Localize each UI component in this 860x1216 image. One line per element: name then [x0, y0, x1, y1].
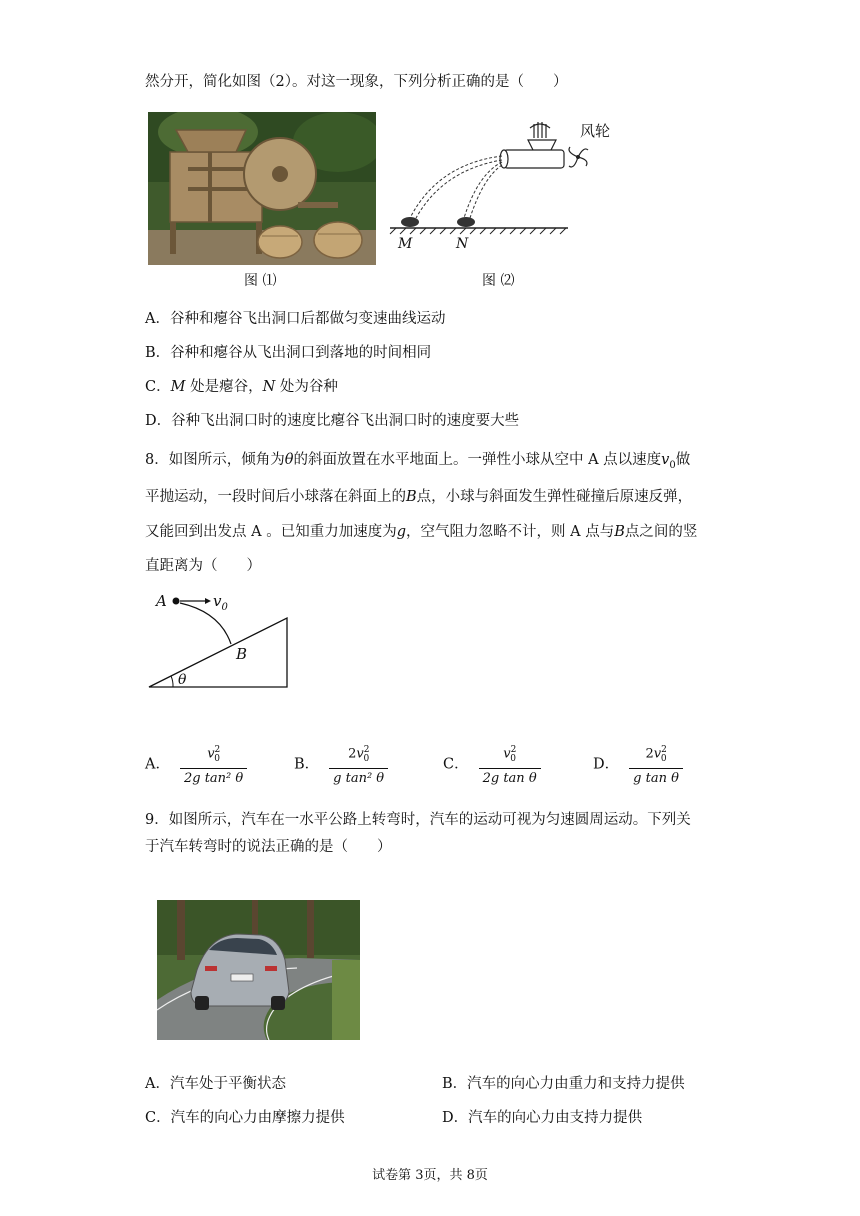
label-n: N — [456, 236, 469, 252]
fig-label-v: $v_0$ — [213, 592, 228, 613]
q9-line-1: 9．如图所示，汽车在一水平公路上转弯时，汽车的运动可视为匀速圆周运动。下列关 — [145, 812, 691, 828]
fan-icon — [569, 147, 588, 167]
fig-label-theta: θ — [178, 672, 187, 688]
winnowing-machine-photo — [148, 112, 376, 265]
fig-label-a: A — [156, 592, 167, 610]
q9-option-d: D．汽车的向心力由支持力提供 — [442, 1110, 643, 1126]
q8-line-4: 直距离为（ ） — [145, 558, 261, 574]
figure-1-caption: 图 ⑴ — [244, 273, 277, 289]
q8-option-d: D． $\frac{2v^2_0}{\text{g tan θ}}$ — [593, 742, 683, 787]
q7-option-c: C．M 处是瘪谷，N 处为谷种 — [145, 379, 338, 395]
q8-line-3: 又能回到出发点 A 。已知重力加速度为g，空气阻力忽略不计，则 A 点与B点之间的竖 — [145, 524, 698, 540]
q8-option-c: C． $\frac{v^2_0}{\text{2g tan θ}}$ — [443, 742, 541, 787]
q7-option-a: A．谷种和瘪谷飞出洞口后都做匀变速曲线运动 — [145, 311, 446, 327]
q9-line-2: 于汽车转弯时的说法正确的是（ ） — [145, 839, 392, 855]
fan-label: 风轮 — [580, 122, 611, 140]
car-turning-photo — [157, 900, 360, 1040]
figure-2-caption: 图 ⑵ — [482, 273, 515, 289]
intro-line: 然分开，简化如图（2）。对这一现象，下列分析正确的是（ ） — [145, 74, 568, 90]
q8-line-2: 平抛运动，一段时间后小球落在斜面上的B点，小球与斜面发生弹性碰撞后原速反弹， — [145, 489, 693, 505]
fig-label-b: B — [236, 645, 248, 663]
q9-option-c: C．汽车的向心力由摩擦力提供 — [145, 1110, 345, 1126]
q9-option-b: B．汽车的向心力由重力和支持力提供 — [442, 1076, 685, 1092]
page-footer: 试卷第 3页，共 8页 — [372, 1168, 488, 1183]
q8-option-b: B． $\frac{2v^2_0}{\text{g tan² θ}}$ — [294, 742, 388, 787]
q9-option-a: A．汽车处于平衡状态 — [145, 1076, 286, 1092]
label-m: M — [398, 236, 413, 252]
q8-option-a: A． $\frac{v^2_0}{\text{2g tan² θ}}$ — [145, 742, 247, 787]
q7-option-b: B．谷种和瘪谷从飞出洞口到落地的时间相同 — [145, 345, 432, 361]
q8-line-1: 8．如图所示，倾角为θ的斜面放置在水平地面上。一弹性小球从空中 A 点以速度$v_0$做 — [145, 452, 691, 471]
q7-option-d: D．谷种飞出洞口时的速度比瘪谷飞出洞口时的速度要大些 — [145, 413, 520, 429]
